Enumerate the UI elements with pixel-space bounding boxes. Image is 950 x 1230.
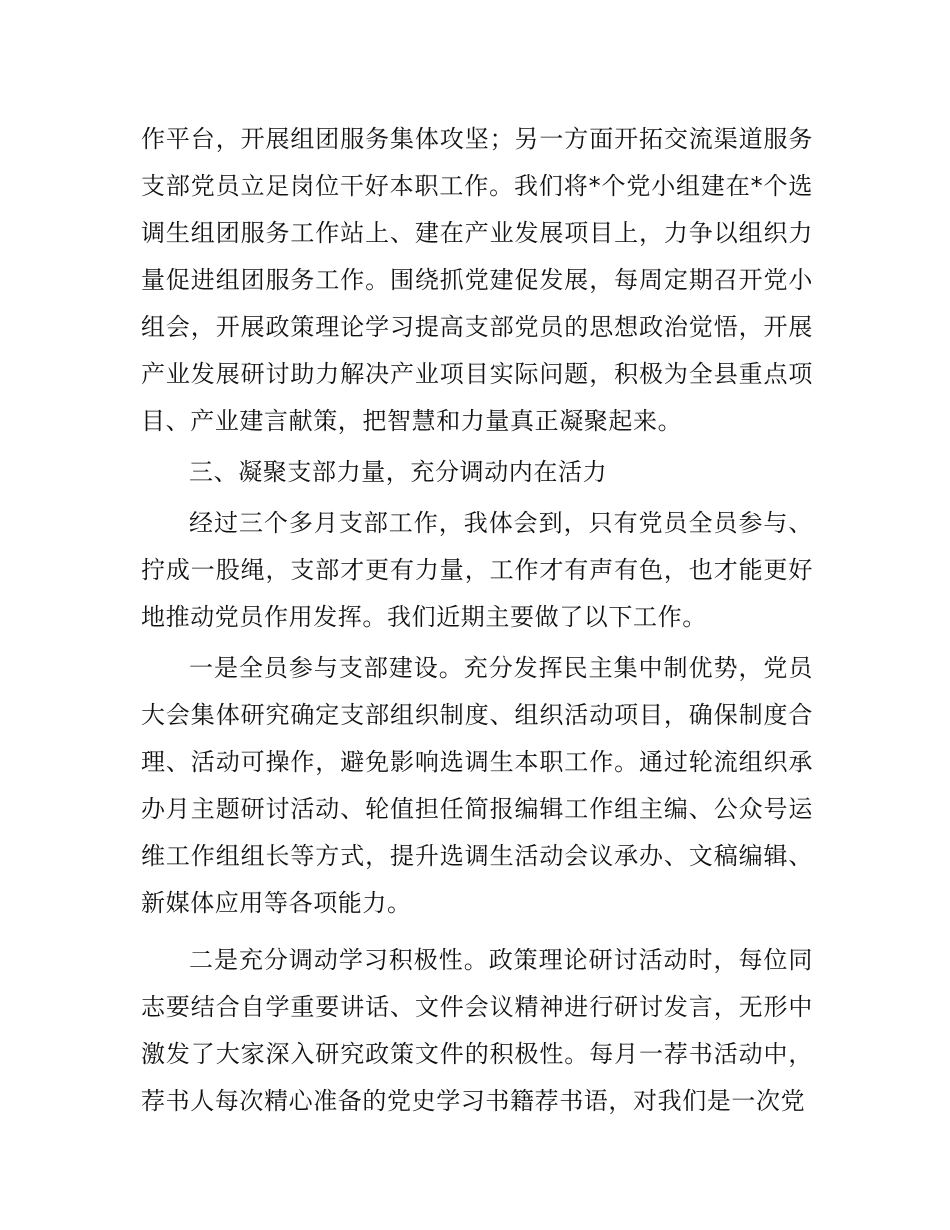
paragraph-full-participation: 一是全员参与支部建设。充分发挥民主集中制优势，党员大会集体研究确定支部组织制度、组织活动项目，确保制度合理、活动可操作，避免影响选调生本职工作。通过轮流组织承办月主题研讨活动、轮值担任简报编辑工作组主编、公众号运维工作组组长等方式，提升选调生活动会议承办、文稿编辑、新媒体应用等各项能力。	[141, 654, 813, 917]
section-heading-3: 三、凝聚支部力量，充分调动内在活力	[189, 458, 608, 486]
paragraph-continuation: 作平台，开展组团服务集体攻坚；另一方面开拓交流渠道服务支部党员立足岗位干好本职工作。我们将*个党小组建在*个选调生组团服务工作站上、建在产业发展项目上，力争以组织力量促进组团服务工作。围绕抓党建促发展，每周定期召开党小组会，开展政策理论学习提高支部党员的思想政治觉悟，开展产业发展研讨助力解决产业项目实际问题，积极为全县重点项目、产业建言献策，把智慧和力量真正凝聚起来。	[141, 125, 813, 435]
paragraph-experience: 经过三个多月支部工作，我体会到，只有党员全员参与、拧成一股绳，支部才更有力量，工作才有声有色，也才能更好地推动党员作用发挥。我们近期主要做了以下工作。	[141, 509, 813, 631]
paragraph-learning-motivation: 二是充分调动学习积极性。政策理论研讨活动时，每位同志要结合自学重要讲话、文件会议精神进行研讨发言，无形中激发了大家深入研究政策文件的积极性。每月一荐书活动中，荐书人每次精心准备的党史学习书籍荐书语，对我们是一次党	[141, 946, 813, 1115]
document-body	[141, 116, 813, 1125]
